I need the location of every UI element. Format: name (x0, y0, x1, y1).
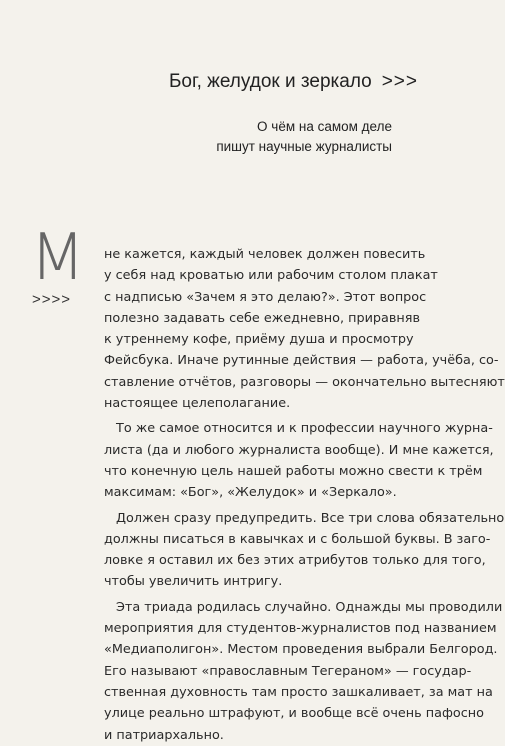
side-arrows-icon: >>>> (32, 291, 72, 308)
text-line: Его называют «православным Тегераном» — государ- (104, 663, 472, 679)
text-line: настоящее целеполагание. (104, 396, 291, 412)
text-line: ставление отчётов, разговоры — окончательно вытесняют (104, 374, 505, 390)
text-line: с надписью «Зачем я это делаю?». Этот вопрос (104, 289, 427, 305)
text-line: максимам: «Бог», «Желудок» и «Зеркало». (104, 485, 397, 501)
text-line: Эта триада родилась случайно. Однажды мы проводили (116, 599, 503, 615)
text-line: «Медиаполигон». Местом проведения выбрали Белгород. (104, 642, 498, 658)
subtitle-line: пишут научные журналисты (216, 139, 392, 154)
chapter-title-row (0, 71, 418, 93)
text-line: улице реально штрафуют, и вообще всё очень пафосно (104, 706, 484, 722)
body-text (0, 244, 505, 746)
text-line: мероприятия для студентов-журналистов под названием (104, 621, 497, 637)
paragraph (0, 244, 505, 414)
chapter-subtitle (152, 117, 392, 157)
text-line: у себя над кроватью или рабочим столом плакат (104, 268, 438, 284)
text-line: То же самое относится и к профессии научного журна- (116, 421, 493, 437)
text-line: к утреннему кофе, приёму душа и просмотру (104, 332, 414, 348)
text-line: полезно задавать себе ежедневно, приравняв (104, 310, 420, 326)
text-line: не кажется, каждый человек должен повесить (104, 247, 426, 262)
subtitle-line: О чём на самом деле (257, 119, 392, 134)
paragraph (0, 508, 505, 593)
text-line: листа (да и любого журналиста вообще). И мне кажется, (104, 442, 494, 458)
text-line: Фейсбука. Иначе рутинные действия — работа, учёба, со- (104, 353, 499, 369)
drop-cap-letter: М (30, 221, 86, 295)
text-line: что конечную цель нашей работы можно свести к трём (104, 463, 483, 479)
paragraph (0, 418, 494, 503)
text-line: и патриархально. (104, 727, 224, 743)
text-line: ственная духовность там просто зашкаливает, за мат на (104, 684, 493, 700)
text-line: должны писаться в кавычках и с большой буквы. В заго- (104, 531, 491, 547)
chapter-title: Бог, желудок и зеркало (168, 71, 372, 92)
text-line: Должен сразу предупредить. Все три слова обязательно (116, 510, 505, 526)
text-line: ловке я оставил их без этих атрибутов только для того, (104, 553, 486, 569)
title-arrows-icon: >>> (381, 71, 418, 92)
paragraph (0, 597, 503, 746)
text-line: чтобы увеличить интригу. (104, 574, 283, 590)
